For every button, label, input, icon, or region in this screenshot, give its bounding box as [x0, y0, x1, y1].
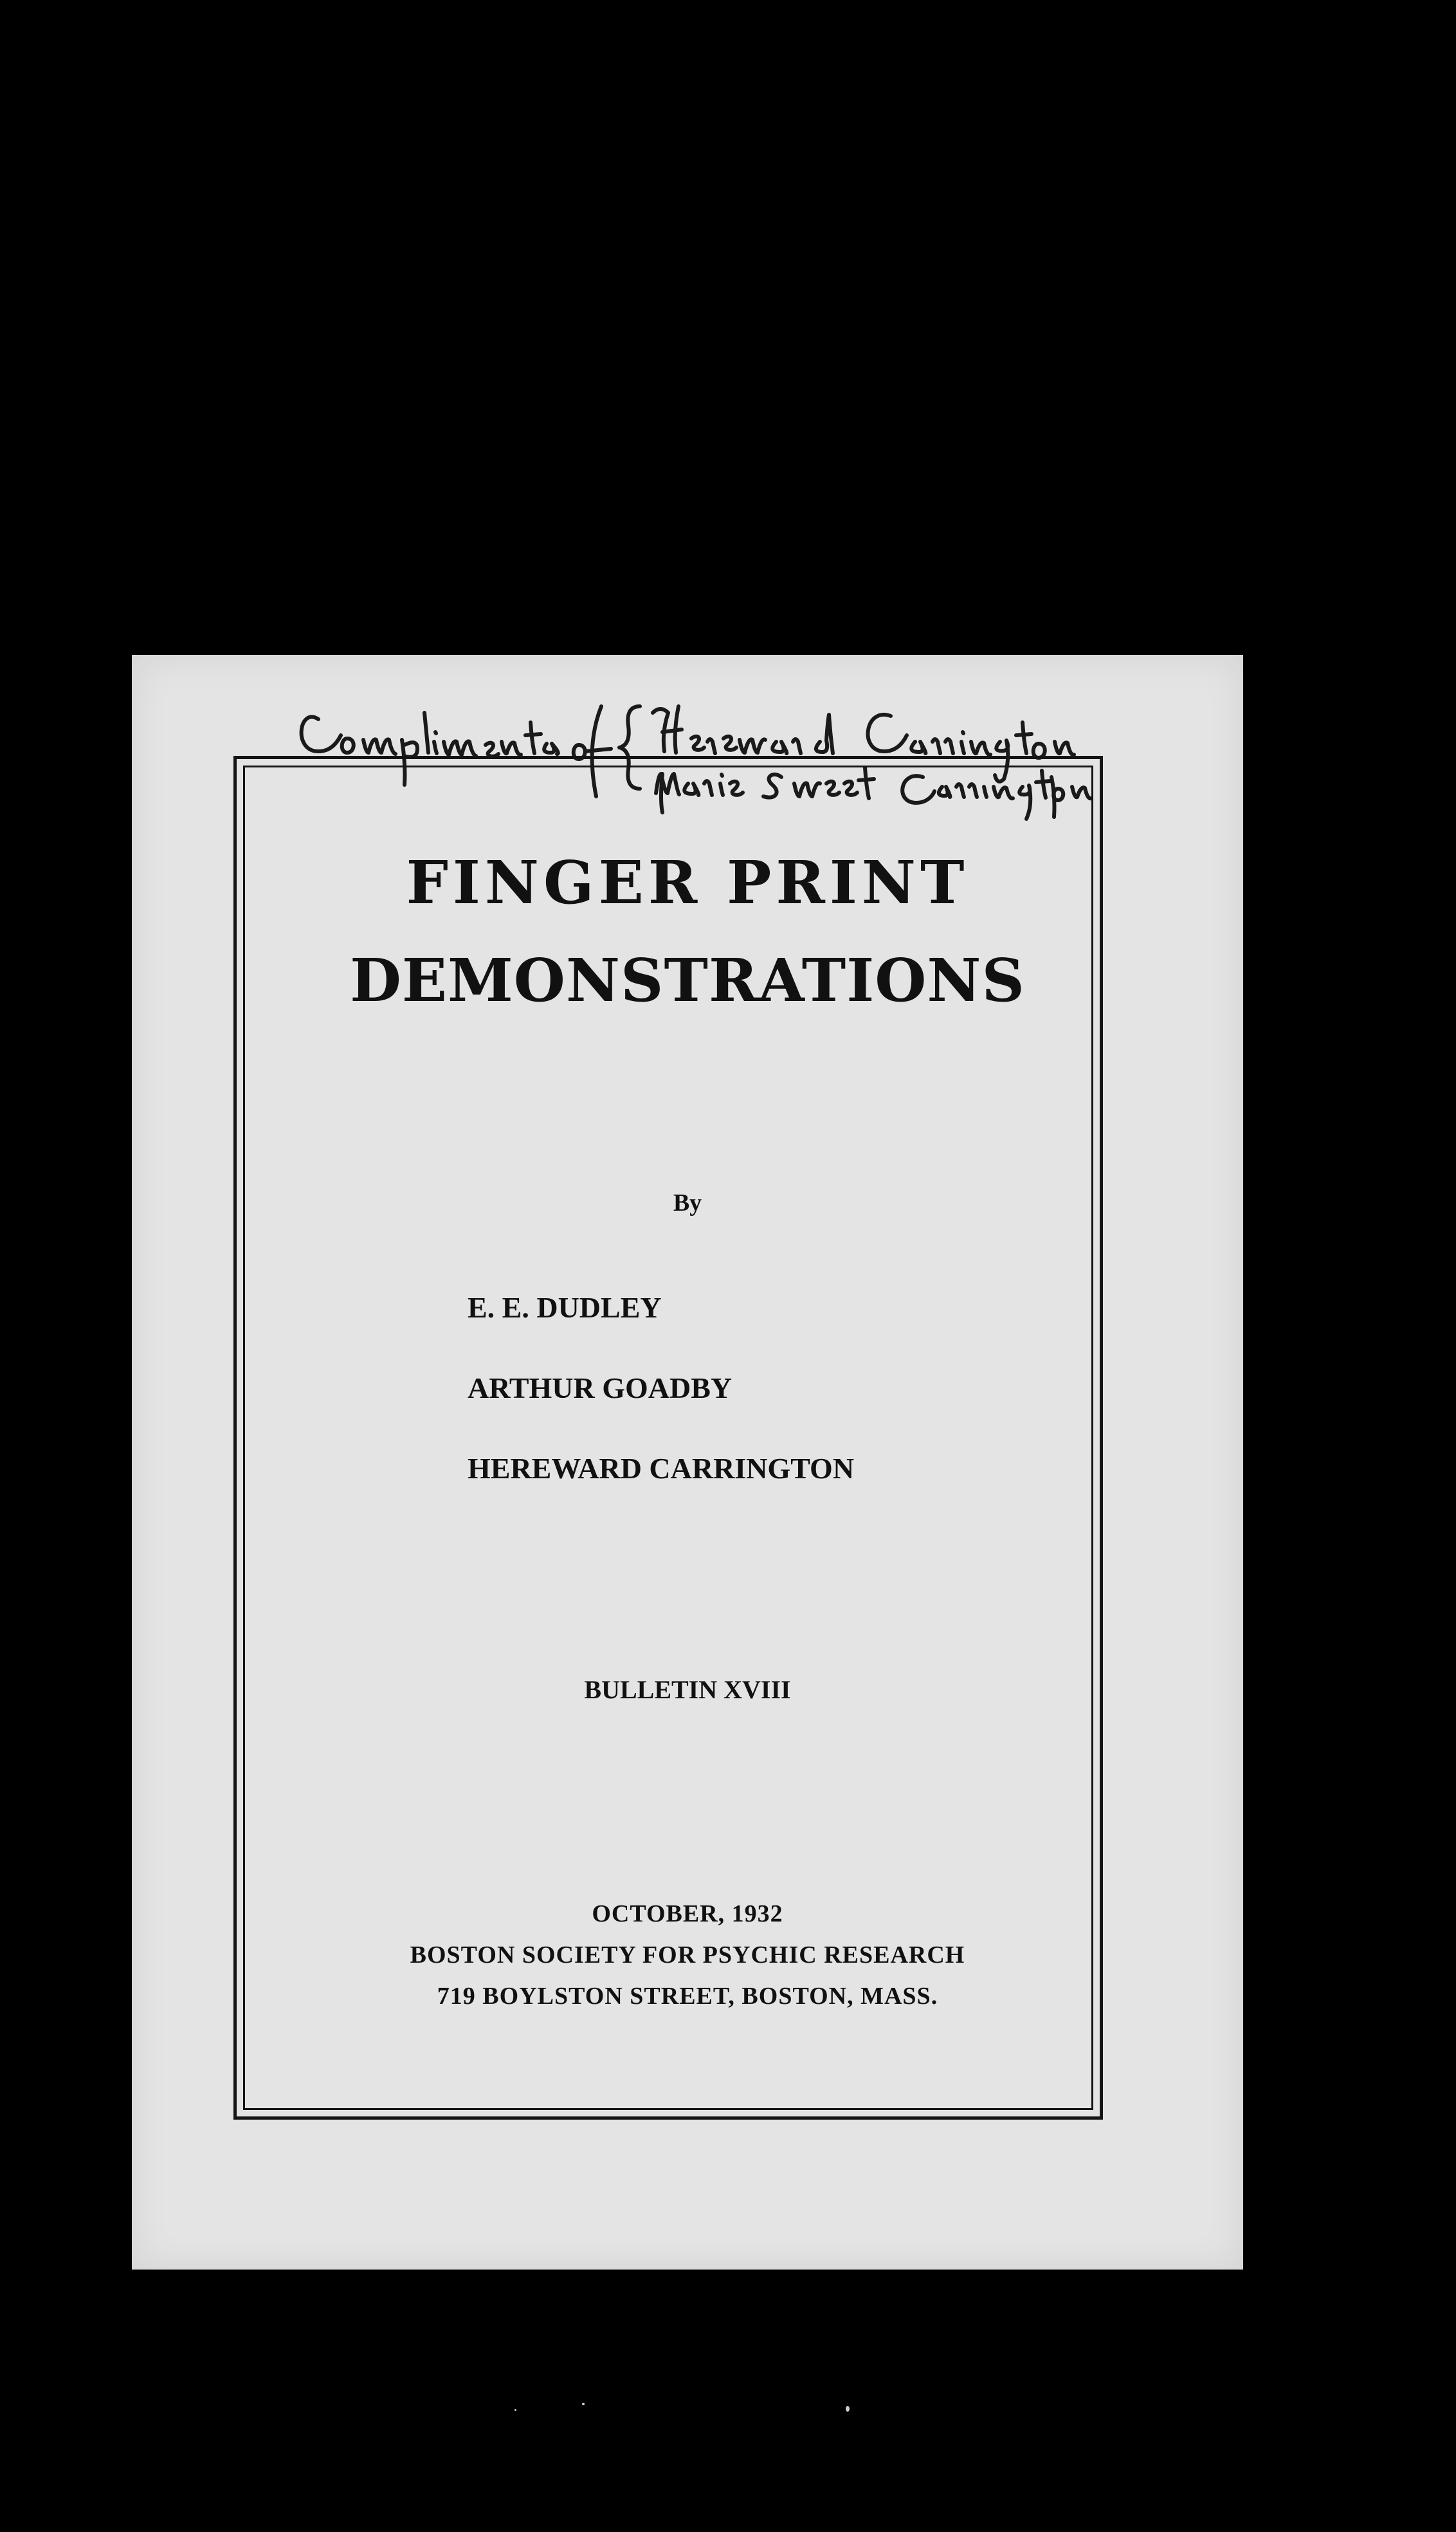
bulletin-number: BULLETIN XVIII [584, 1675, 791, 1704]
imprint [132, 1893, 1243, 2017]
author-name: E. E. DUDLEY [468, 1291, 662, 1324]
dust-speck [846, 2406, 850, 2412]
byline: By [673, 1189, 702, 1216]
publication-date: OCTOBER, 1932 [592, 1900, 783, 1927]
author-list [468, 1289, 854, 1530]
title-line-1: FINGER PRINT [406, 848, 969, 917]
dust-speck [514, 2409, 516, 2411]
dust-speck [582, 2403, 585, 2405]
author-name: HEREWARD CARRINGTON [468, 1452, 855, 1485]
author-name: ARTHUR GOADBY [468, 1372, 733, 1404]
publisher-address: 719 BOYLSTON STREET, BOSTON, MASS. [437, 1983, 938, 2010]
publisher-name: BOSTON SOCIETY FOR PSYCHIC RESEARCH [410, 1941, 965, 1968]
bulletin-cover-page [132, 655, 1243, 2270]
title-line-2: DEMONSTRATIONS [350, 946, 1025, 1015]
